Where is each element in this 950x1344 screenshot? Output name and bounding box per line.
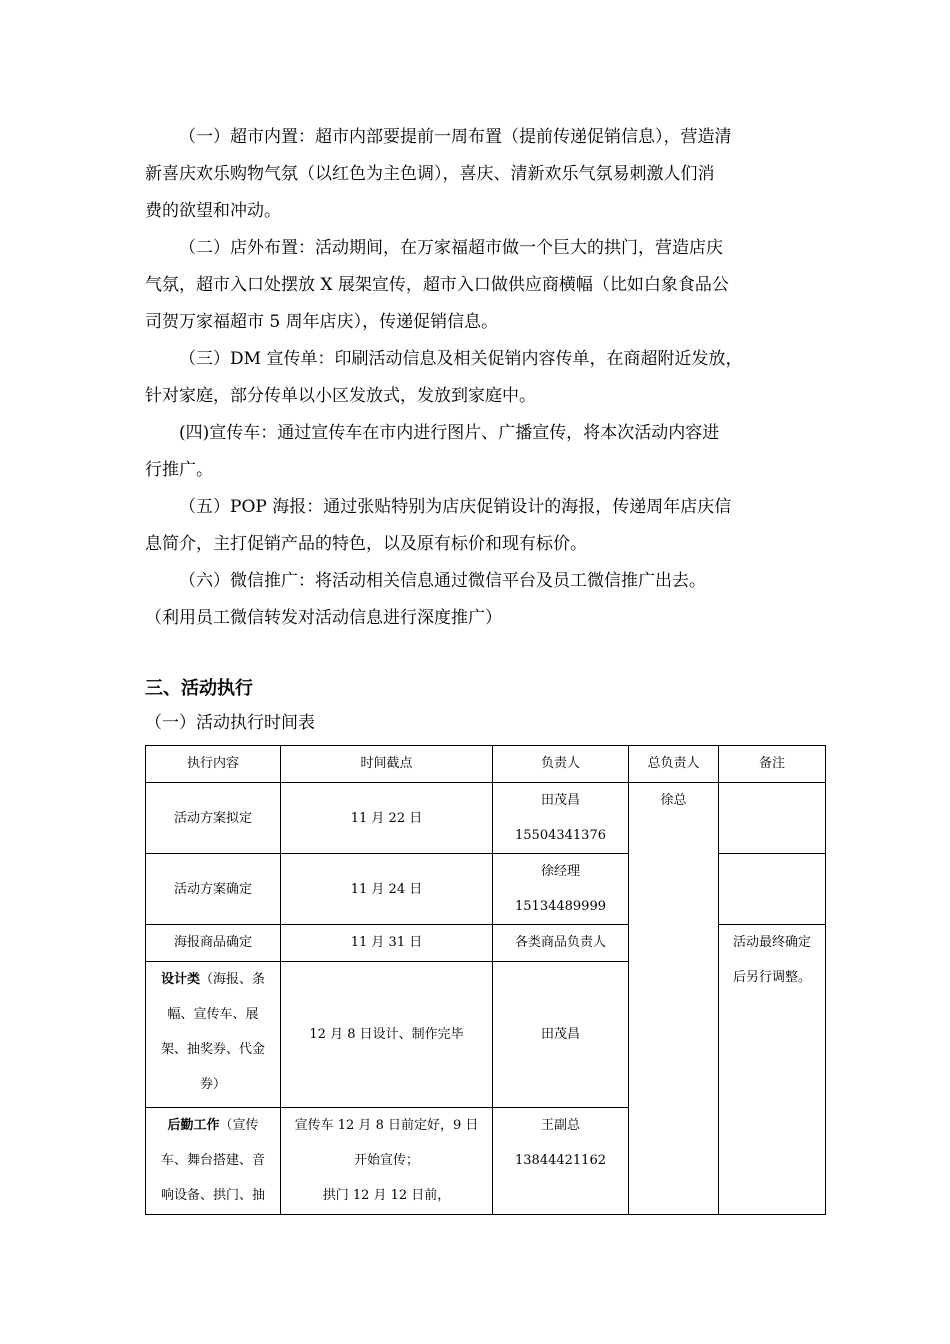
- text-line: 费的欲望和冲动。: [145, 201, 281, 221]
- text-line: 司贺万家福超市 5 周年店庆），传递促销信息。: [145, 312, 499, 332]
- paragraph-promo-vehicle: [145, 415, 825, 489]
- cell-time: 11 月 22 日: [281, 783, 493, 854]
- owner-phone: 15134489999: [515, 899, 606, 914]
- cell-remark: [719, 925, 826, 1215]
- content-detail: 响设备、拱门、抽: [160, 1188, 265, 1203]
- content-detail: 车、舞台搭建、音: [160, 1153, 265, 1168]
- cell-owner: [493, 1108, 629, 1215]
- table-row: [146, 783, 826, 854]
- text-line: 行推广。: [145, 460, 213, 480]
- time-line: 宣传车 12 月 8 日前定好，9 日: [294, 1118, 479, 1133]
- content-detail: （海报、条: [200, 972, 266, 987]
- cell-time: 11 月 31 日: [281, 925, 493, 962]
- header-content: 执行内容: [146, 746, 281, 783]
- paragraph-store-interior: [145, 119, 825, 230]
- paragraph-pop-poster: [145, 489, 825, 563]
- content-detail: 架、抽奖券、代金: [160, 1042, 265, 1057]
- text-line: 息简介，主打促销产品的特色，以及原有标价和现有标价。: [145, 534, 587, 554]
- cell-content: [146, 962, 281, 1108]
- cell-time: 12 月 8 日设计、制作完毕: [281, 962, 493, 1108]
- owner-phone: 13844421162: [515, 1153, 606, 1168]
- text-line: （利用员工微信转发对活动信息进行深度推广）: [145, 608, 502, 628]
- text-line: （五）POP 海报：通过张贴特别为店庆促销设计的海报，传递周年店庆信: [179, 497, 732, 517]
- text-line: 气氛，超市入口处摆放 X 展架宣传，超市入口做供应商横幅（比如白象食品公: [145, 275, 729, 295]
- schedule-table: [145, 745, 826, 1215]
- table-header-row: [146, 746, 826, 783]
- content-detail: 券）: [199, 1077, 226, 1092]
- owner-name: 徐经理: [540, 864, 580, 879]
- cell-time: 11 月 24 日: [281, 854, 493, 925]
- cell-remark-empty: [719, 783, 826, 854]
- cell-content: [146, 1108, 281, 1215]
- cell-content: 海报商品确定: [146, 925, 281, 962]
- text-line: （一）超市内置：超市内部要提前一周布置（提前传递促销信息），营造清: [179, 127, 732, 147]
- text-line: 针对家庭，部分传单以小区发放式，发放到家庭中。: [145, 386, 536, 406]
- cell-overall-owner: 徐总: [629, 783, 719, 1215]
- cell-remark-empty: [719, 854, 826, 925]
- text-line: (四)宣传车：通过宣传车在市内进行图片、广播宣传，将本次活动内容进: [179, 423, 720, 443]
- text-line: （三）DM 宣传单：印刷活动信息及相关促销内容传单，在商超附近发放，: [179, 349, 743, 369]
- content-detail: 幅、宣传车、展: [167, 1007, 259, 1022]
- cell-content: 活动方案确定: [146, 854, 281, 925]
- content-label: 后勤工作: [167, 1118, 220, 1133]
- cell-owner: [493, 783, 629, 854]
- text-line: （二）店外布置：活动期间，在万家福超市做一个巨大的拱门，营造店庆: [179, 238, 723, 258]
- owner-name: 田茂昌: [540, 793, 580, 808]
- table-row: [146, 854, 826, 925]
- header-owner: 负责人: [493, 746, 629, 783]
- text-line: 新喜庆欢乐购物气氛（以红色为主色调），喜庆、清新欢乐气氛易刺激人们消: [145, 164, 715, 184]
- cell-content: 活动方案拟定: [146, 783, 281, 854]
- time-line: 拱门 12 月 12 日前，: [322, 1188, 451, 1203]
- owner-phone: 15504341376: [515, 828, 606, 843]
- content-label: 设计类: [160, 972, 200, 987]
- owner-name: 王副总: [540, 1118, 580, 1133]
- subsection-title: （一）活动执行时间表: [145, 713, 315, 733]
- header-time: 时间截点: [281, 746, 493, 783]
- header-overall-owner: 总负责人: [629, 746, 719, 783]
- remark-line: 后另行调整。: [732, 970, 811, 985]
- text-line: （六）微信推广：将活动相关信息通过微信平台及员工微信推广出去。: [179, 571, 706, 591]
- paragraph-dm-flyer: [145, 341, 825, 415]
- cell-owner: 各类商品负责人: [493, 925, 629, 962]
- section-title: 三、活动执行: [145, 678, 253, 699]
- cell-owner: [493, 854, 629, 925]
- remark-line: 活动最终确定: [732, 935, 811, 950]
- cell-owner: 田茂昌: [493, 962, 629, 1108]
- table-row: [146, 925, 826, 962]
- header-remark: 备注: [719, 746, 826, 783]
- paragraph-store-exterior: [145, 230, 825, 341]
- time-line: 开始宣传；: [353, 1153, 419, 1168]
- cell-time: [281, 1108, 493, 1215]
- content-detail: （宣传: [219, 1118, 259, 1133]
- paragraph-wechat-promo: [145, 563, 825, 637]
